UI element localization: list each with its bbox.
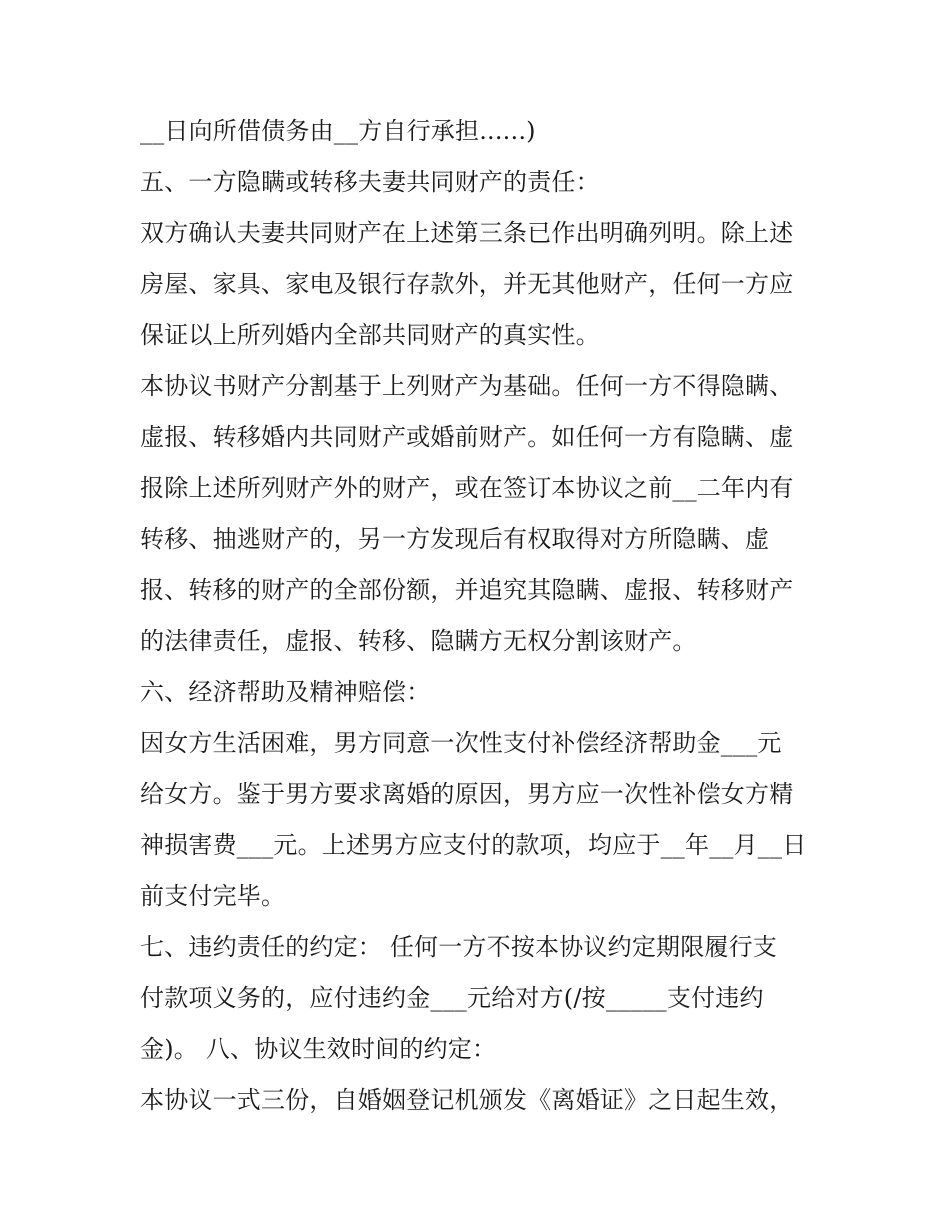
text-line: 报、转移的财产的全部份额，并追究其隐瞒、虚报、转移财产 [140,576,794,604]
text-line: 本协议书财产分割基于上列财产为基础。任何一方不得隐瞒、 [140,372,794,400]
text-line: 房屋、家具、家电及银行存款外，并无其他财产，任何一方应 [140,270,794,298]
section-heading-5: 五、一方隐瞒或转移夫妻共同财产的责任： [140,168,600,196]
text-line: 双方确认夫妻共同财产在上述第三条已作出明确列明。除上述 [140,219,794,247]
text-line: 报除上述所列财产外的财产，或在签订本协议之前__二年内有 [140,474,794,502]
text-line: 给女方。鉴于男方要求离婚的原因，男方应一次性补偿女方精 [140,780,794,808]
text-line: 神损害费___元。上述男方应支付的款项，均应于__年__月__日 [140,831,807,859]
text-line: 前支付完毕。 [140,882,286,910]
text-line: 金)。 八、协议生效时间的约定： [140,1035,497,1063]
text-line: 本协议一式三份，自婚姻登记机颁发《离婚证》之日起生效， [140,1086,794,1114]
document-body [140,106,840,1126]
text-line: __日向所借债务由__方自行承担......) [140,117,536,145]
text-line: 转移、抽逃财产的，另一方发现后有权取得对方所隐瞒、虚 [140,525,770,553]
text-line: 付款项义务的，应付违约金___元给对方(/按_____支付违约 [140,984,764,1012]
section-heading-6: 六、经济帮助及精神赔偿： [140,678,431,706]
text-line: 因女方生活困难，男方同意一次性支付补偿经济帮助金___元 [140,729,782,757]
text-line: 保证以上所列婚内全部共同财产的真实性。 [140,321,600,349]
section-heading-7: 七、违约责任的约定： 任何一方不按本协议约定期限履行支 [140,933,778,961]
text-line: 虚报、转移婚内共同财产或婚前财产。如任何一方有隐瞒、虚 [140,423,794,451]
text-line: 的法律责任，虚报、转移、隐瞒方无权分割该财产。 [140,627,697,655]
